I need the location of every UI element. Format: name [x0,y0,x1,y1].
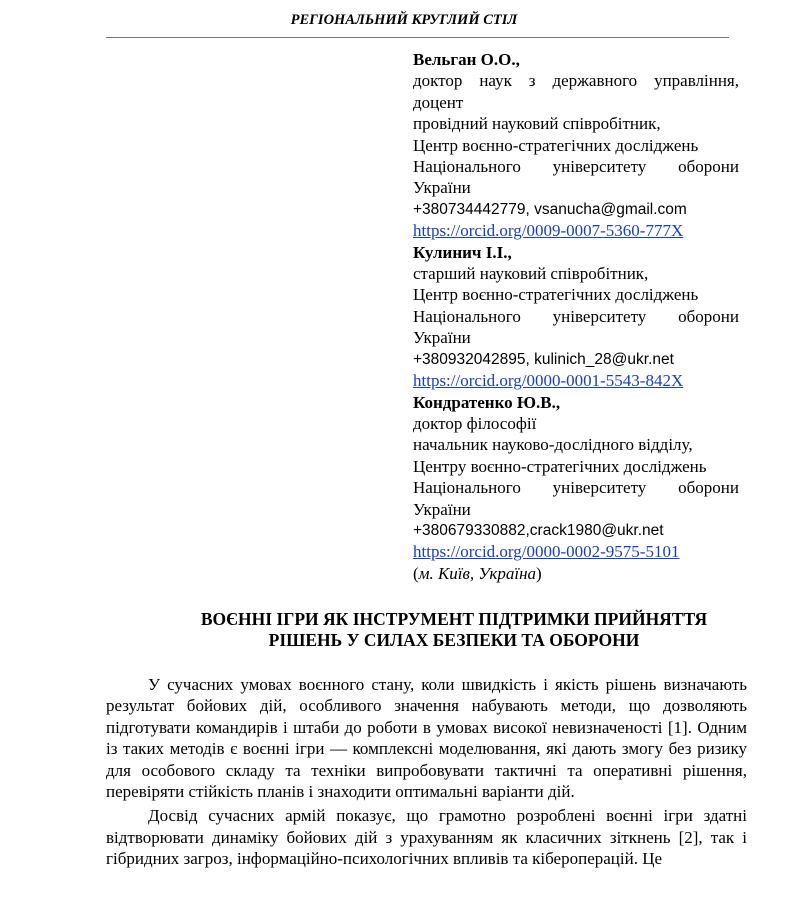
author-name: Кондратенко Ю.В., [413,392,561,412]
article-title-line: РІШЕНЬ У СИЛАХ БЕЗПЕКИ ТА ОБОРОНИ [268,630,640,650]
author-affiliation: Національного університету оборони [413,157,739,177]
author-affiliation: України [413,178,471,198]
location-city: м. Київ, Україна [418,563,537,583]
author-affiliation: Національного університету оборони [413,306,739,326]
article-title [100,609,808,651]
author-affiliation: Центр воєнно-стратегічних досліджень [413,135,699,155]
orcid-link[interactable]: https://orcid.org/0009-0007-5360-777X [413,221,684,241]
author-position: старший науковий співробітник, [413,264,649,284]
location-close-paren: ) [536,563,542,583]
author-contact: +380932042895, kulinich_28@ukr.net [413,350,674,368]
author-contact: +380679330882,crack1980@ukr.net [413,521,664,539]
location-open-paren: ( [413,563,419,583]
author-name: Кулинич І.І., [413,242,512,262]
location [413,563,739,584]
author-affiliation: України [413,499,471,519]
author-contact: +380734442779, vsanucha@gmail.com [413,200,687,218]
header-divider [106,37,729,38]
author-name: Вельган О.О., [413,50,520,69]
article-body [106,674,747,870]
author-affiliation: України [413,328,471,348]
author-degree: доктор наук з державного управління, [413,71,739,91]
author-position: провідний науковий співробітник, [413,114,661,134]
running-header: РЕГІОНАЛЬНИЙ КРУГЛИЙ СТІЛ [290,12,518,28]
author-position: начальник науково-дослідного відділу, [413,435,693,455]
orcid-link[interactable]: https://orcid.org/0000-0002-9575-5101 [413,542,680,562]
author-affiliation: Національного університету оборони [413,478,739,498]
author-title: доцент [413,92,464,112]
author-affiliation: Центр воєнно-стратегічних досліджень [413,285,699,305]
orcid-link[interactable]: https://orcid.org/0000-0001-5543-842X [413,371,684,391]
body-paragraph: Досвід сучасних армій показує, що грамотно розроблені воєнні ігри здатні відтворювати динаміку бойових дій з урахуванням як класичних зіткнень [2], так і гібридних загроз, інформаційно-психологічних впливів та кібероперацій. Це [106,806,747,869]
body-paragraph: У сучасних умовах воєнного стану, коли швидкість і якість рішень визначають результат бойових дій, особливого значення набувають методи, що дозволяють підготувати командирів і штаби до роботи в умовах високої невизначеності [1]. Одним із таких методів є воєнні ігри — комплексні моделювання, які дають змогу без ризику для особового складу та техніки випробовувати тактичні та оперативні рішення, перевіряти стійкість планів і знаходити оптимальні варіанти дій. [106,675,747,802]
author-block [413,49,739,584]
author-affiliation: Центру воєнно-стратегічних досліджень [413,456,707,476]
article-title-line: ВОЄННІ ІГРИ ЯК ІНСТРУМЕНТ ПІДТРИМКИ ПРИЙНЯТТЯ [200,609,708,629]
author-degree: доктор філософії [413,413,537,433]
